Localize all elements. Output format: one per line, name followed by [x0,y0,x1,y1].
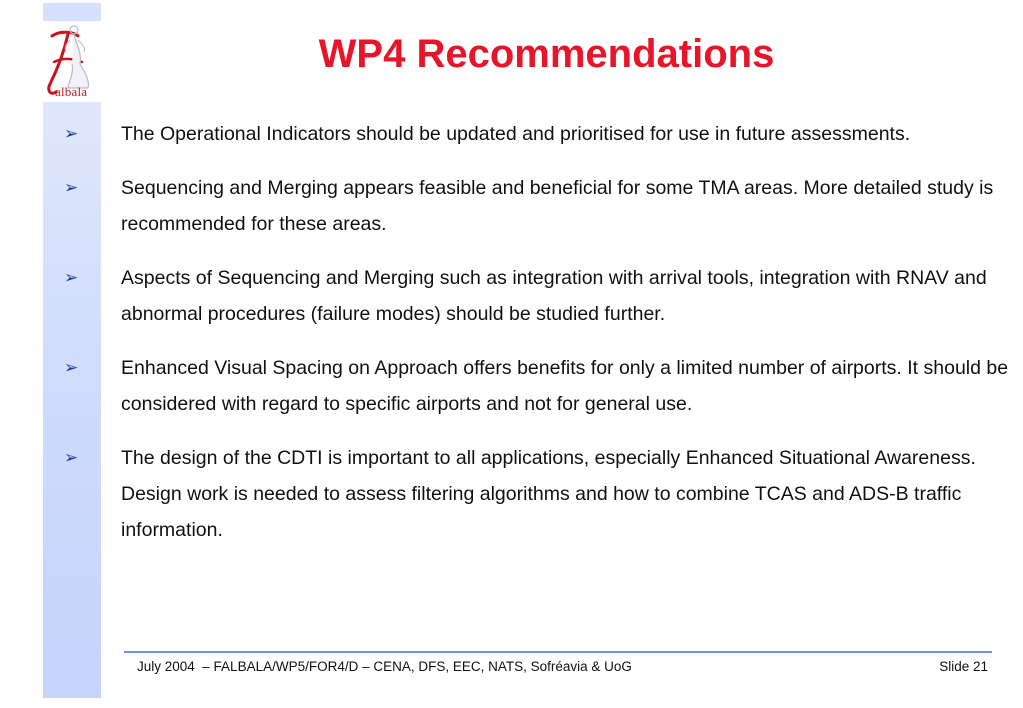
bullet-list [0,116,1023,566]
bullet-item [0,116,1023,152]
slide-number: Slide 21 [939,659,988,674]
footer-divider [124,651,992,653]
bullet-text: Sequencing and Merging appears feasible and beneficial for some TMA areas. More detailed study is recommended for these areas. [121,177,994,235]
bullet-item [0,170,1023,242]
bullet-item [0,350,1023,422]
bullet-text: Enhanced Visual Spacing on Approach offers benefits for only a limited number of airports. It should be considered with regard to specific airports and not for general use. [121,357,1009,415]
arrowhead-bullet-icon: ➢ [64,448,79,467]
arrowhead-bullet-icon: ➢ [64,358,79,377]
decorative-top-band [43,3,101,21]
arrowhead-bullet-icon: ➢ [64,268,79,287]
arrowhead-bullet-icon: ➢ [64,178,79,197]
bullet-text: The Operational Indicators should be updated and prioritised for use in future assessments. [121,123,911,145]
arrowhead-bullet-icon: ➢ [64,124,79,143]
bullet-text: Aspects of Sequencing and Merging such as integration with arrival tools, integration with RNAV and abnormal procedures (failure modes) should be studied further. [121,267,987,325]
bullet-text: The design of the CDTI is important to all applications, especially Enhanced Situational Awareness. Design work is needed to assess filtering algorithms and how to combine TCAS and ADS-B traffic information. [121,447,976,541]
footer-citation: July 2004 – FALBALA/WP5/FOR4/D – CENA, DFS, EEC, NATS, Sofréavia & UoG [137,659,632,674]
bullet-item [0,260,1023,332]
slide-title: WP4 Recommendations [318,32,775,76]
bullet-item [0,440,1023,548]
logo-text: albala [55,84,88,99]
